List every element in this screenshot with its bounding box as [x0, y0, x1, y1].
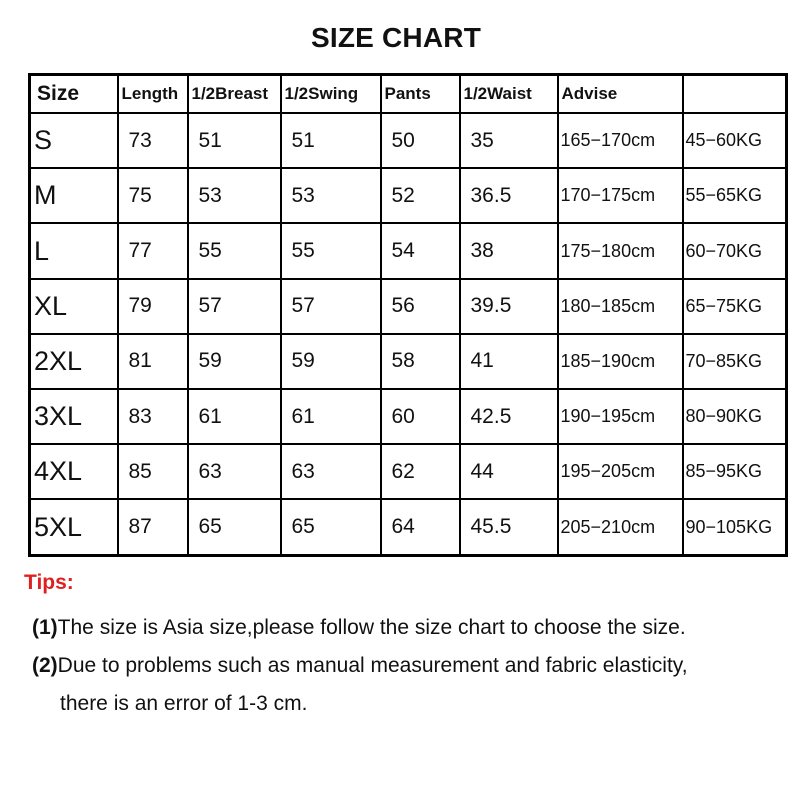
cell-height: 185−190cm: [558, 334, 683, 389]
cell-pants: 52: [381, 168, 460, 223]
cell-half-waist: 44: [460, 444, 558, 499]
table-row: [30, 113, 787, 168]
tip-number: (1): [32, 616, 58, 639]
cell-half-waist: 39.5: [460, 279, 558, 334]
cell-half-breast: 65: [188, 499, 281, 555]
cell-half-swing: 53: [281, 168, 381, 223]
cell-height: 175−180cm: [558, 223, 683, 278]
table-row: [30, 168, 787, 223]
page-title: SIZE CHART: [311, 22, 481, 53]
cell-half-waist: 36.5: [460, 168, 558, 223]
tips-section: [24, 571, 794, 723]
cell-weight: 80−90KG: [683, 389, 787, 444]
cell-length: 87: [118, 499, 188, 555]
cell-half-breast: 61: [188, 389, 281, 444]
tip-item: [24, 609, 794, 647]
cell-pants: 50: [381, 113, 460, 168]
cell-length: 85: [118, 444, 188, 499]
cell-weight: 65−75KG: [683, 279, 787, 334]
cell-height: 195−205cm: [558, 444, 683, 499]
cell-length: 77: [118, 223, 188, 278]
header-length: Length: [118, 75, 188, 114]
tips-label: Tips:: [24, 571, 74, 594]
cell-half-swing: 59: [281, 334, 381, 389]
cell-length: 83: [118, 389, 188, 444]
header-size: Size: [30, 75, 118, 114]
header-half-swing: 1/2Swing: [281, 75, 381, 114]
cell-half-breast: 51: [188, 113, 281, 168]
cell-half-breast: 53: [188, 168, 281, 223]
cell-size: 2XL: [30, 334, 118, 389]
cell-length: 79: [118, 279, 188, 334]
table-row: [30, 223, 787, 278]
tip-text: The size is Asia size,please follow the size chart to choose the size.: [57, 616, 686, 639]
cell-half-swing: 63: [281, 444, 381, 499]
cell-height: 190−195cm: [558, 389, 683, 444]
cell-half-breast: 55: [188, 223, 281, 278]
cell-pants: 60: [381, 389, 460, 444]
table-row: [30, 279, 787, 334]
cell-size: 4XL: [30, 444, 118, 499]
cell-half-waist: 41: [460, 334, 558, 389]
cell-height: 180−185cm: [558, 279, 683, 334]
cell-half-swing: 65: [281, 499, 381, 555]
cell-height: 165−170cm: [558, 113, 683, 168]
cell-pants: 62: [381, 444, 460, 499]
tip-continuation: there is an error of 1-3 cm.: [60, 692, 308, 715]
cell-weight: 45−60KG: [683, 113, 787, 168]
table-row: [30, 334, 787, 389]
cell-pants: 56: [381, 279, 460, 334]
cell-height: 170−175cm: [558, 168, 683, 223]
header-advise: Advise: [558, 75, 683, 114]
tip-item: [24, 647, 794, 685]
cell-half-swing: 61: [281, 389, 381, 444]
table-header-row: [30, 75, 787, 114]
cell-weight: 85−95KG: [683, 444, 787, 499]
cell-half-swing: 51: [281, 113, 381, 168]
cell-pants: 58: [381, 334, 460, 389]
cell-weight: 60−70KG: [683, 223, 787, 278]
cell-height: 205−210cm: [558, 499, 683, 555]
header-half-breast: 1/2Breast: [188, 75, 281, 114]
cell-length: 73: [118, 113, 188, 168]
cell-half-waist: 45.5: [460, 499, 558, 555]
cell-half-waist: 42.5: [460, 389, 558, 444]
cell-weight: 90−105KG: [683, 499, 787, 555]
cell-half-breast: 59: [188, 334, 281, 389]
tip-text: Due to problems such as manual measurement and fabric elasticity,: [57, 654, 688, 677]
table-row: [30, 499, 787, 555]
cell-pants: 64: [381, 499, 460, 555]
cell-length: 75: [118, 168, 188, 223]
cell-half-breast: 63: [188, 444, 281, 499]
table-row: [30, 389, 787, 444]
cell-weight: 70−85KG: [683, 334, 787, 389]
tip-number: (2): [32, 654, 58, 677]
cell-half-waist: 38: [460, 223, 558, 278]
header-pants: Pants: [381, 75, 460, 114]
cell-length: 81: [118, 334, 188, 389]
cell-half-swing: 57: [281, 279, 381, 334]
cell-size: M: [30, 168, 118, 223]
table-row: [30, 444, 787, 499]
cell-size: XL: [30, 279, 118, 334]
cell-size: L: [30, 223, 118, 278]
cell-half-swing: 55: [281, 223, 381, 278]
cell-size: 5XL: [30, 499, 118, 555]
cell-size: S: [30, 113, 118, 168]
cell-half-breast: 57: [188, 279, 281, 334]
cell-weight: 55−65KG: [683, 168, 787, 223]
cell-size: 3XL: [30, 389, 118, 444]
header-half-waist: 1/2Waist: [460, 75, 558, 114]
cell-half-waist: 35: [460, 113, 558, 168]
size-chart-table: [28, 73, 788, 557]
header-weight: [683, 75, 787, 114]
cell-pants: 54: [381, 223, 460, 278]
